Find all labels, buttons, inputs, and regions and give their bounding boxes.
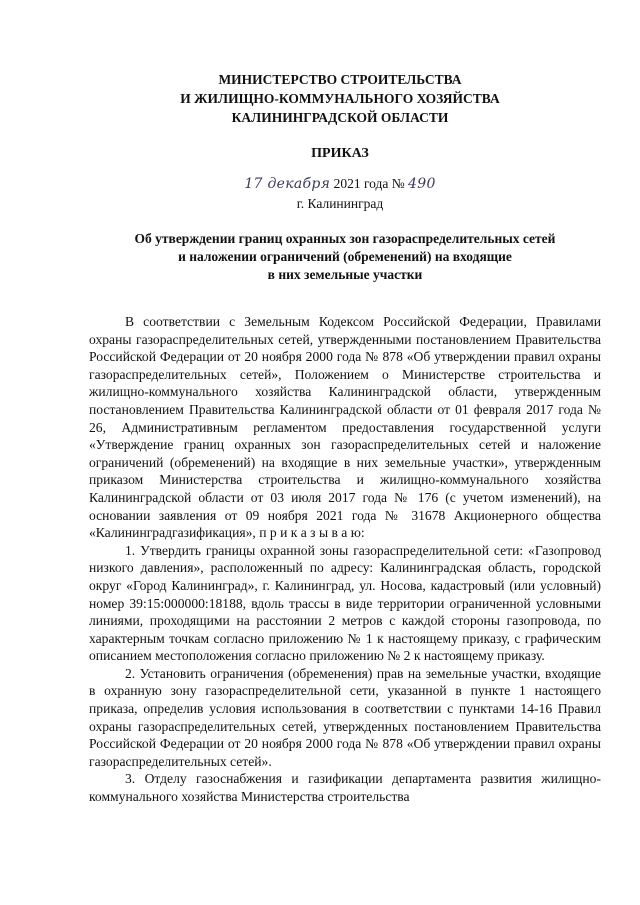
subject-line-3: в них земельные участки	[267, 267, 423, 282]
paragraph-preamble: В соответствии с Земельным Кодексом Российской Федерации, Правилами охраны газораспределительных сетей, утвержденными постановлением Правительства Российской Федерации от 20 ноября 2000 года № 878 «Об утверждении правил охраны газораспределительных сетей», Положением о Министерстве строительства и жилищно-коммунального хозяйства Калининградской области, утвержденным постановлением Правительства Калининградской области от 01 февраля 2017 года № 26, Административным регламентом предоставления государственной услуги «Утверждение границ охранных зон газораспределительных сетей и наложение ограничений (обременений) на входящие в них земельные участки», утвержденным приказом Министерства строительства и жилищно-коммунального хозяйства Калининградской области от 03 июля 2017 года № 176 (с учетом изменений), на основании заявления от 09 ноября 2021 года № 31678 Акционерного общества «Калининградгазификация», п р и к а з ы в а ю:	[89, 314, 601, 541]
handwritten-number: 490	[408, 176, 436, 192]
ministry-header	[90, 70, 590, 127]
order-city: г. Калининград	[296, 196, 384, 211]
paragraph-item-2: 2. Установить ограничения (обременения) прав на земельные участки, входящие в охранную зону газораспределительной сети, указанной в пункте 1 настоящего приказа, определив условия использования в соответствии с пунктами 14-16 Правил охраны газораспределительных сетей, утвержденных постановлением Правительства Российской Федерации от 20 ноября 2000 года № 878 «Об утверждении правил охраны газораспределительных сетей».	[89, 665, 601, 769]
paragraph-item-1: 1. Утвердить границы охранной зоны газораспределительной сети: «Газопровод низкого давления», расположенный по адресу: Калининградская область, городской округ «Город Калининград», г. Калининград, ул. Носова, кадастровый (или условный) номер 39:15:000000:18188, вдоль трассы в виде территории ограниченной условными линиями, проходящими на расстоянии 2 метров с каждой стороны газопровода, по характерным точкам согласно приложению № 1 к настоящему приказу, с графическим описанием местоположения согласно приложению № 2 к настоящему приказу.	[89, 542, 601, 664]
subject-line-2: и наложении ограничений (обременений) на входящие	[178, 249, 512, 264]
header-line-3: КАЛИНИНГРАДСКОЙ ОБЛАСТИ	[231, 110, 449, 125]
handwritten-date: 17 декабря	[244, 176, 331, 192]
subject-line-1: Об утверждении границ охранных зон газораспределительных сетей	[134, 231, 556, 246]
order-title: ПРИКАЗ	[311, 146, 369, 161]
date-year: 2021 года №	[333, 176, 405, 191]
order-date-line	[150, 176, 530, 192]
paragraph-item-3: 3. Отделу газоснабжения и газификации департамента развития жилищно-коммунального хозяйства Министерства строительства	[89, 771, 601, 805]
order-subject	[95, 230, 595, 284]
header-line-2: И ЖИЛИЩНО-КОММУНАЛЬНОГО ХОЗЯЙСТВА	[180, 91, 500, 106]
header-line-1: МИНИСТЕРСТВО СТРОИТЕЛЬСТВА	[218, 72, 462, 87]
order-body	[89, 313, 601, 806]
